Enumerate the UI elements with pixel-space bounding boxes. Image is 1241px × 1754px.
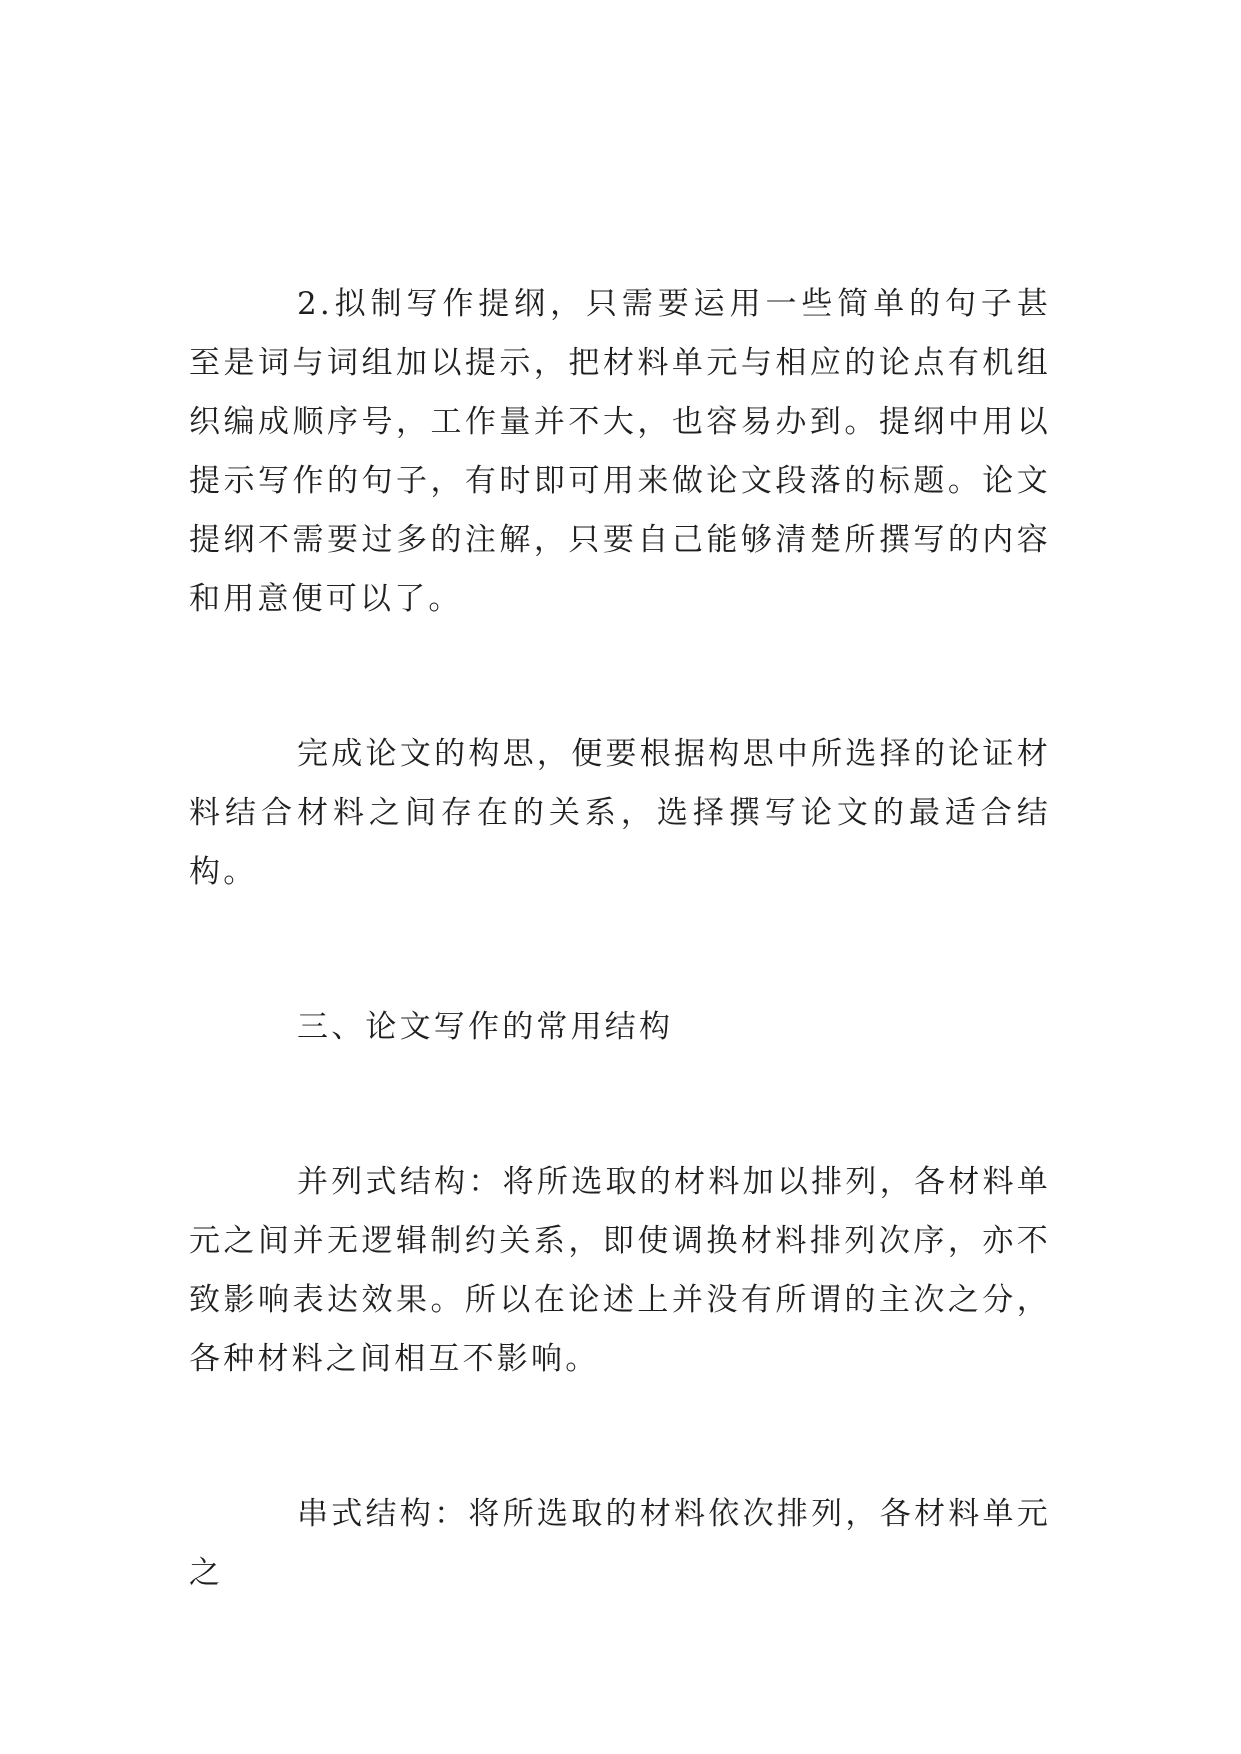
document-body xyxy=(189,275,1051,1603)
paragraph-spacer xyxy=(189,1389,1051,1485)
paragraph-outline-method: 2.拟制写作提纲，只需要运用一些简单的句子甚至是词与词组加以提示，把材料单元与相应的论点有机组织编成顺序号，工作量并不大，也容易办到。提纲中用以提示写作的句子，有时即可用来做论文段落的标题。论文提纲不需要过多的注解，只要自己能够清楚所撰写的内容和用意便可以了。 xyxy=(189,286,1051,617)
paragraph-structure-selection: 完成论文的构思，便要根据构思中所选择的论证材料结合材料之间存在的关系，选择撰写论文的最适合结构。 xyxy=(189,736,1051,890)
section-heading: 三、论文写作的常用结构 xyxy=(297,1009,674,1045)
paragraph-spacer xyxy=(189,1057,1051,1153)
paragraph-spacer xyxy=(189,629,1051,725)
paragraph-serial-structure: 串式结构：将所选取的材料依次排列，各材料单元之 xyxy=(189,1496,1051,1591)
paragraph-parallel-structure: 并列式结构：将所选取的材料加以排列，各材料单元之间并无逻辑制约关系，即使调换材料排列次序，亦不致影响表达效果。所以在论述上并没有所谓的主次之分，各种材料之间相互不影响。 xyxy=(189,1164,1051,1377)
paragraph-spacer xyxy=(189,902,1051,998)
